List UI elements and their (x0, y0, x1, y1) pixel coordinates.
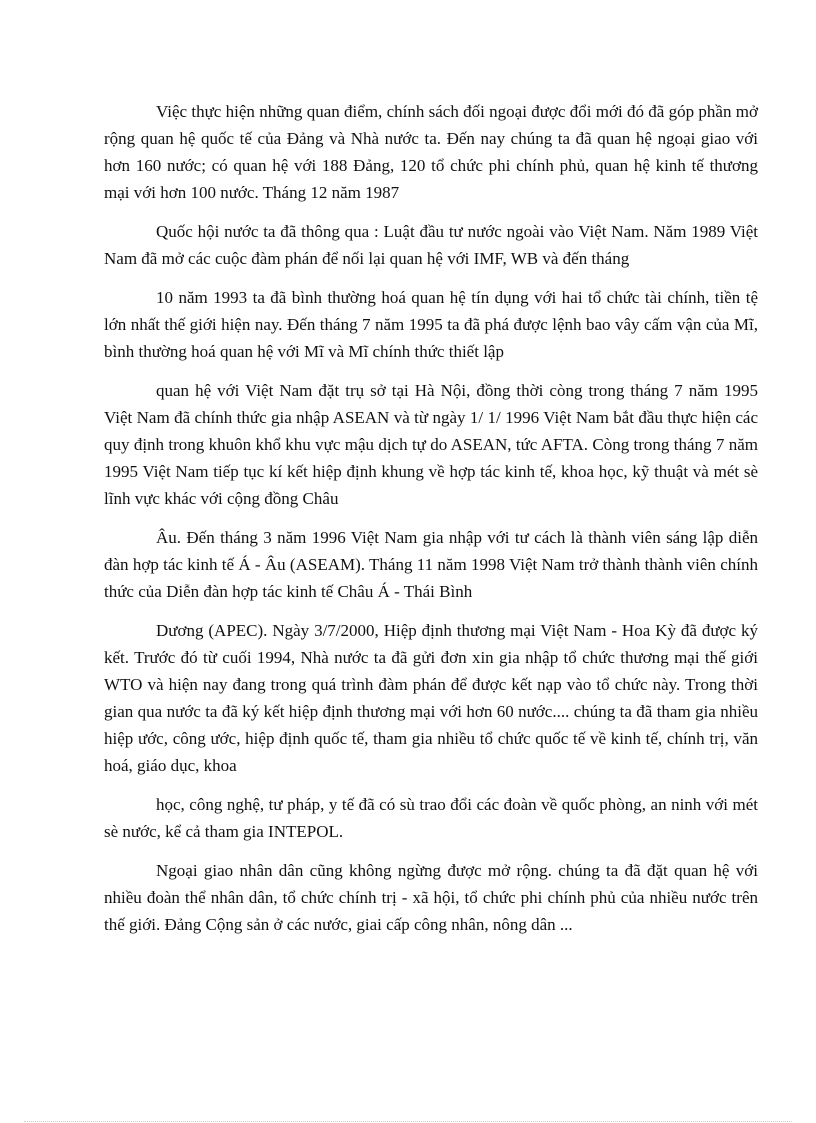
paragraph-8: Ngoại giao nhân dân cũng không ngừng được mở rộng. chúng ta đã đặt quan hệ với nhiều đoàn thể nhân dân, tổ chức chính trị - xã hội, tổ chức phi chính phủ của nhiều nước trên thế giới. Đảng Cộng sản ở các nước, giai cấp công nhân, nông dân ... (104, 861, 758, 934)
page-bottom-divider (24, 1121, 792, 1122)
paragraph-7: học, công nghệ, tư pháp, y tế đã có sù trao đổi các đoàn về quốc phòng, an ninh với mét sè nước, kể cả tham gia INTEPOL. (104, 795, 758, 841)
paragraph-5: Âu. Đến tháng 3 năm 1996 Việt Nam gia nhập với tư cách là thành viên sáng lập diễn đàn hợp tác kinh tế Á - Âu (ASEAM). Tháng 11 năm 1998 Việt Nam trở thành thành viên chính thức của Diễn đàn hợp tác kinh tế Châu Á - Thái Bình (104, 528, 758, 601)
paragraph-4: quan hệ với Việt Nam đặt trụ sở tại Hà Nội, đồng thời còng trong tháng 7 năm 1995 Việt Nam đã chính thức gia nhập ASEAN và từ ngày 1/ 1/ 1996 Việt Nam bắt đầu thực hiện các quy định trong khuôn khổ khu vực mậu dịch tự do ASEAN, tức AFTA. Còng trong tháng 7 năm 1995 Việt Nam tiếp tục kí kết hiệp định khung về hợp tác kinh tế, khoa học, kỹ thuật và mét sè lĩnh vực khác với cộng đồng Châu (104, 381, 758, 508)
paragraph-3: 10 năm 1993 ta đã bình thường hoá quan hệ tín dụng với hai tổ chức tài chính, tiền tệ lớn nhất thế giới hiện nay. Đến tháng 7 năm 1995 ta đã phá được lệnh bao vây cấm vận của Mĩ, bình thường hoá quan hệ với Mĩ và Mĩ chính thức thiết lập (104, 288, 758, 361)
paragraph-6: Dương (APEC). Ngày 3/7/2000, Hiệp định thương mại Việt Nam - Hoa Kỳ đã được ký kết. Trước đó từ cuối 1994, Nhà nước ta đã gửi đơn xin gia nhập tổ chức thương mại thế giới WTO và hiện nay đang trong quá trình đàm phán để được kết nạp vào tổ chức này. Trong thời gian qua nước ta đã ký kết hiệp định thương mại với hơn 60 nước.... chúng ta đã tham gia nhiều hiệp ước, công ước, hiệp định quốc tế, tham gia nhiều tổ chức quốc tế về kinh tế, chính trị, văn hoá, giáo dục, khoa (104, 621, 758, 775)
paragraph-1: Việc thực hiện những quan điểm, chính sách đối ngoại được đổi mới đó đã góp phần mở rộng quan hệ quốc tế của Đảng và Nhà nước ta. Đến nay chúng ta đã quan hệ ngoại giao với hơn 160 nước; có quan hệ với 188 Đảng, 120 tổ chức phi chính phủ, quan hệ kinh tế thương mại với hơn 100 nước. Tháng 12 năm 1987 (104, 102, 758, 202)
document-body (104, 98, 758, 938)
paragraph-2: Quốc hội nước ta đã thông qua : Luật đầu tư nước ngoài vào Việt Nam. Năm 1989 Việt Nam đã mở các cuộc đàm phán để nối lại quan hệ với IMF, WB và đến tháng (104, 222, 758, 268)
